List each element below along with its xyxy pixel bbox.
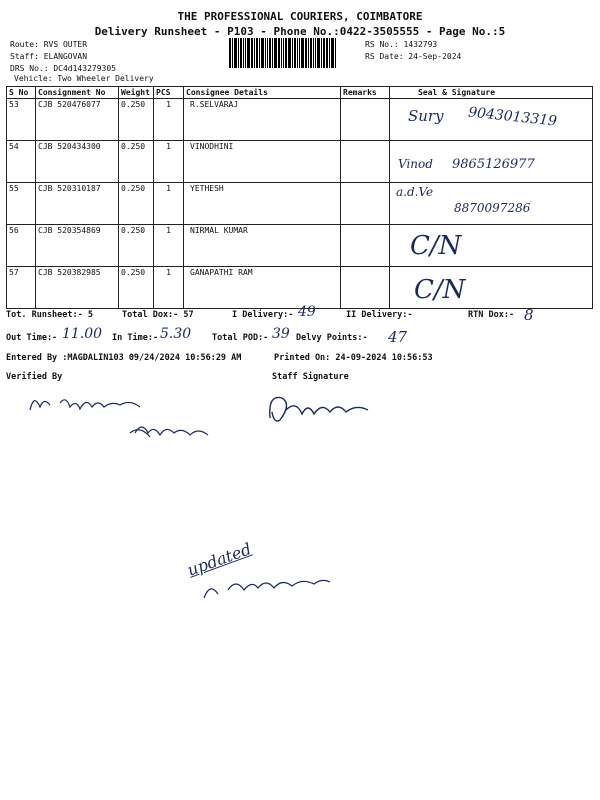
- handwritten-phone: 8870097286: [454, 201, 531, 215]
- cell-consignment: CJB 520382985: [36, 267, 119, 309]
- table-row: [7, 225, 593, 267]
- entered-by: Entered By :MAGDALIN103 09/24/2024 10:56:29 AM: [6, 353, 242, 363]
- i-delivery-label: I Delivery:-: [232, 310, 294, 320]
- col-remarks: Remarks: [341, 87, 390, 99]
- signature-scribble: a.d.Ve: [396, 185, 434, 199]
- barcode: [229, 38, 359, 68]
- rtn-dox-label: RTN Dox:-: [468, 310, 515, 320]
- cell-consignee: NIRMAL KUMAR: [184, 225, 341, 267]
- delvy-points-label: Delvy Points:-: [296, 333, 368, 343]
- cell-sno: 54: [7, 141, 36, 183]
- total-dox: Total Dox:- 57: [122, 310, 194, 320]
- cell-pcs: 1: [154, 141, 184, 183]
- col-consignee: Consignee Details: [184, 87, 341, 99]
- handwritten-cn: C/N: [410, 231, 462, 261]
- cell-pcs: 1: [154, 225, 184, 267]
- cell-consignment: CJB 520354869: [36, 225, 119, 267]
- rs-no: RS No.: 1432793: [365, 40, 438, 49]
- printed-on: Printed On: 24-09-2024 10:56:53: [274, 353, 433, 363]
- delvy-points-value: 47: [388, 328, 408, 346]
- rs-date: RS Date: 24-Sep-2024: [365, 52, 462, 61]
- drs-label: DRS No.: DC4d143279305: [10, 64, 116, 73]
- cell-signature: [390, 99, 593, 141]
- verified-by-label: Verified By: [6, 372, 63, 382]
- signature-scribble: Sury: [408, 107, 444, 125]
- cell-sno: 53: [7, 99, 36, 141]
- cell-pcs: 1: [154, 99, 184, 141]
- updated-note: updated: [184, 539, 254, 580]
- tot-runsheet: Tot. Runsheet:- 5: [6, 310, 93, 320]
- i-delivery-value: 49: [298, 304, 316, 320]
- cell-weight: 0.250: [119, 141, 154, 183]
- col-sno: S No: [7, 87, 36, 99]
- col-signature: Seal & Signature: [390, 87, 593, 99]
- cell-consignment: CJB 520310187: [36, 183, 119, 225]
- table-header-row: [7, 87, 593, 99]
- cell-remarks: [341, 141, 390, 183]
- rtn-dox-value: 8: [524, 306, 534, 324]
- cell-weight: 0.250: [119, 183, 154, 225]
- second-signature: [130, 415, 220, 445]
- cell-remarks: [341, 225, 390, 267]
- handwritten-phone: 9865126977: [452, 157, 535, 172]
- handwritten-cn: C/N: [414, 275, 466, 305]
- staff-signature: [262, 388, 382, 433]
- cell-weight: 0.250: [119, 225, 154, 267]
- route-label: Route: RVS OUTER: [10, 40, 88, 49]
- table-row: [7, 183, 593, 225]
- cell-signature: [390, 225, 593, 267]
- cell-weight: 0.250: [119, 99, 154, 141]
- cell-consignee: GANAPATHI RAM: [184, 267, 341, 309]
- runsheet-table: [6, 86, 593, 309]
- cell-signature: [390, 183, 593, 225]
- cell-consignment: CJB 520434300: [36, 141, 119, 183]
- cell-consignee: R.SELVARAJ: [184, 99, 341, 141]
- total-pod-label: Total POD:-: [212, 333, 269, 343]
- in-time-label: In Time:-: [112, 333, 159, 343]
- cell-pcs: 1: [154, 183, 184, 225]
- table-row: [7, 267, 593, 309]
- signature-scribble: Vinod: [398, 157, 433, 171]
- cell-signature: [390, 267, 593, 309]
- handwritten-phone: 9043013319: [467, 104, 558, 130]
- cell-remarks: [341, 183, 390, 225]
- ii-delivery: II Delivery:-: [346, 310, 413, 320]
- col-consignment: Consignment No: [36, 87, 119, 99]
- col-weight: Weight: [119, 87, 154, 99]
- out-time-value: 11.00: [62, 326, 103, 342]
- cell-remarks: [341, 267, 390, 309]
- cell-weight: 0.250: [119, 267, 154, 309]
- in-time-value: 5.30: [160, 326, 192, 342]
- cell-sno: 57: [7, 267, 36, 309]
- table-row: [7, 141, 593, 183]
- cell-remarks: [341, 99, 390, 141]
- cell-consignee: YETHESH: [184, 183, 341, 225]
- col-pcs: PCS: [154, 87, 184, 99]
- cell-consignment: CJB 520476077: [36, 99, 119, 141]
- staff-label: Staff: ELANGOVAN: [10, 52, 88, 61]
- table-row: [7, 99, 593, 141]
- cell-pcs: 1: [154, 267, 184, 309]
- cell-consignee: VINODHINI: [184, 141, 341, 183]
- company-title: THE PROFESSIONAL COURIERS, COIMBATORE: [177, 10, 423, 23]
- cell-sno: 56: [7, 225, 36, 267]
- runsheet-line: Delivery Runsheet - P103 - Phone No.:0422-3505555 - Page No.:5: [94, 25, 506, 38]
- cell-sno: 55: [7, 183, 36, 225]
- total-pod-value: 39: [272, 326, 290, 342]
- vehicle-label: Vehicle: Two Wheeler Delivery: [14, 74, 154, 83]
- cell-signature: [390, 141, 593, 183]
- out-time-label: Out Time:-: [6, 333, 58, 343]
- updated-signature: [196, 560, 336, 610]
- staff-signature-label: Staff Signature: [272, 372, 349, 382]
